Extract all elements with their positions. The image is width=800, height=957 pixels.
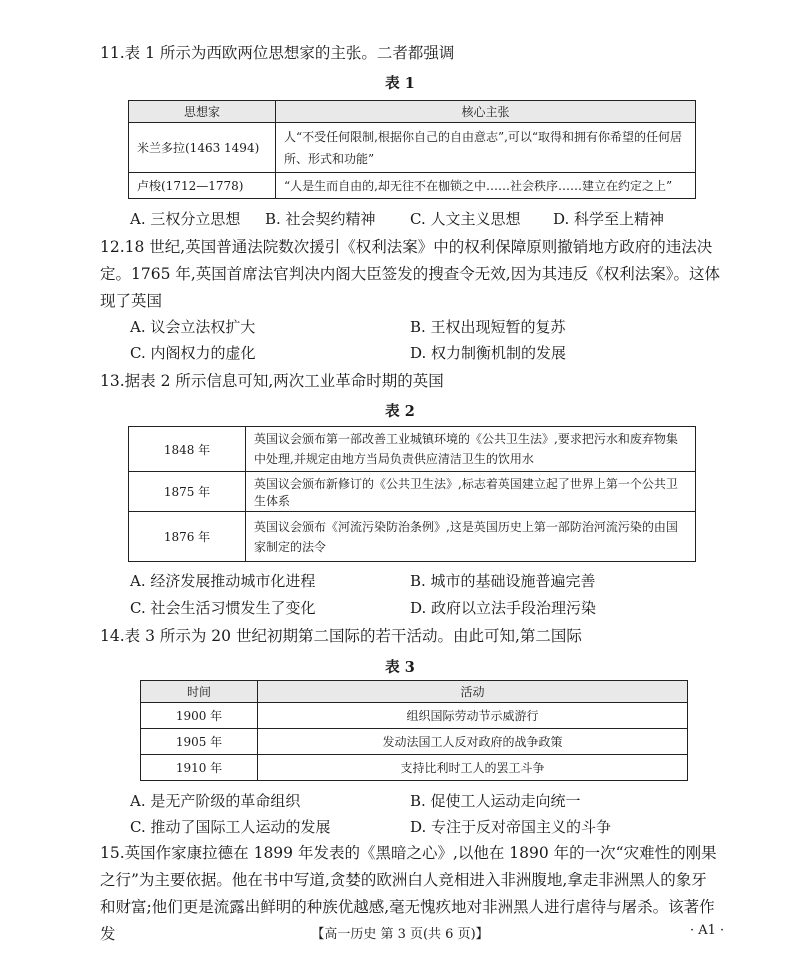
q14-option-a: A. 是无产阶级的革命组织 (130, 792, 301, 810)
table-cell: 1876 年 (129, 512, 246, 562)
table-row (129, 512, 696, 562)
table-cell: 米兰多拉(1463 1494) (129, 123, 276, 173)
q14-table (140, 680, 688, 781)
q11-header-thinker: 思想家 (129, 101, 276, 123)
q14-header-time: 时间 (141, 681, 258, 703)
table-cell: 1905 年 (141, 729, 258, 755)
q11-table-caption: 表 1 (385, 75, 415, 92)
q14-table-caption: 表 3 (385, 659, 415, 676)
q11-table (128, 100, 696, 199)
table-row (141, 755, 688, 781)
table-cell: 组织国际劳动节示威游行 (258, 703, 688, 729)
table-cell: 卢梭(1712—1778) (129, 173, 276, 199)
q12-stem: 12.18 世纪,英国普通法院数次援引《权利法案》中的权利保障原则撤销地方政府的违法决定。1765 年,英国首席法官判决内阁大臣签发的搜查令无效,因为其违反《权利法案》。这体现了英国 (100, 238, 720, 310)
q12-option-d: D. 权力制衡机制的发展 (410, 344, 567, 362)
q15-stem: 15.英国作家康拉德在 1899 年发表的《黑暗之心》,以他在 1890 年的一次“灾难性的刚果之行”为主要依据。他在书中写道,贪婪的欧洲白人竞相进入非洲腹地,拿走非洲黑人的象牙和财富;他们更是流露出鲜明的种族优越感,毫无愧疚地对非洲黑人进行虐待与屠杀。该著作发 (100, 844, 717, 943)
q13-table (128, 426, 696, 562)
table-cell: 人“不受任何限制,根据你自己的自由意志”,可以“取得和拥有你希望的任何居所、形式和功能” (276, 123, 696, 173)
q13-option-a: A. 经济发展推动城市化进程 (130, 572, 316, 590)
page-footer: 【高一历史 第 3 页(共 6 页)】 (311, 927, 489, 942)
q14-option-b: B. 促使工人运动走向统一 (410, 792, 581, 810)
q12-option-c: C. 内阁权力的虚化 (130, 344, 256, 362)
q12-option-a: A. 议会立法权扩大 (130, 318, 256, 336)
q11-stem: 11.表 1 所示为西欧两位思想家的主张。二者都强调 (100, 44, 455, 62)
q14-option-d: D. 专注于反对帝国主义的斗争 (410, 818, 612, 836)
q13-table-caption: 表 2 (385, 403, 415, 420)
table-cell: 英国议会颁布新修订的《公共卫生法》,标志着英国建立起了世界上第一个公共卫生体系 (246, 472, 696, 512)
table-row (129, 173, 696, 199)
table-cell: 1900 年 (141, 703, 258, 729)
q11-header-claim: 核心主张 (276, 101, 696, 123)
q14-option-c: C. 推动了国际工人运动的发展 (130, 818, 331, 836)
q13-stem: 13.据表 2 所示信息可知,两次工业革命时期的英国 (100, 372, 444, 390)
q11-option-d: D. 科学至上精神 (553, 210, 665, 228)
q11-option-c: C. 人文主义思想 (410, 210, 521, 228)
table-row (141, 703, 688, 729)
q11-option-a: A. 三权分立思想 (130, 210, 241, 228)
table-cell: 支持比利时工人的罢工斗争 (258, 755, 688, 781)
q14-stem: 14.表 3 所示为 20 世纪初期第二国际的若干活动。由此可知,第二国际 (100, 627, 582, 645)
table-row (129, 427, 696, 472)
table-cell: 1910 年 (141, 755, 258, 781)
table-cell: “人是生而自由的,却无往不在枷锁之中……社会秩序……建立在约定之上” (276, 173, 696, 199)
paper-code: · A1 · (690, 923, 725, 938)
table-cell: 英国议会颁布《河流污染防治条例》,这是英国历史上第一部防治河流污染的由国家制定的法令 (246, 512, 696, 562)
table-cell: 英国议会颁布第一部改善工业城镇环境的《公共卫生法》,要求把污水和废弃物集中处理,并规定由地方当局负责供应清洁卫生的饮用水 (246, 427, 696, 472)
table-cell: 1848 年 (129, 427, 246, 472)
table-cell: 1875 年 (129, 472, 246, 512)
q14-header-activity: 活动 (258, 681, 688, 703)
q13-option-b: B. 城市的基础设施普遍完善 (410, 572, 596, 590)
table-row (129, 123, 696, 173)
table-row (141, 729, 688, 755)
q12-option-b: B. 王权出现短暂的复苏 (410, 318, 566, 336)
q11-option-b: B. 社会契约精神 (265, 210, 376, 228)
q13-option-d: D. 政府以立法手段治理污染 (410, 599, 597, 617)
table-cell: 发动法国工人反对政府的战争政策 (258, 729, 688, 755)
q13-option-c: C. 社会生活习惯发生了变化 (130, 599, 316, 617)
table-row (129, 472, 696, 512)
